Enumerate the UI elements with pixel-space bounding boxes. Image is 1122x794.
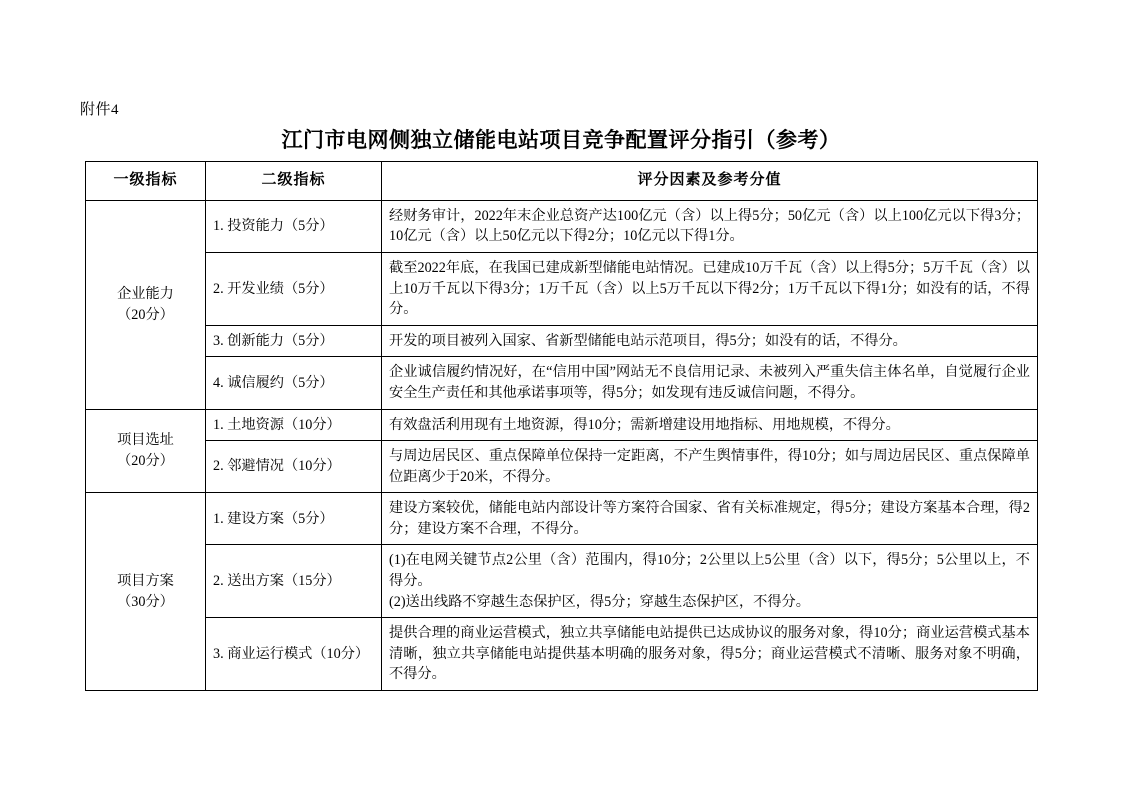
column-header-criteria: 评分因素及参考分值 bbox=[382, 162, 1038, 201]
table-row bbox=[86, 252, 1038, 325]
subitem-description: 提供合理的商业运营模式，独立共享储能电站提供已达成协议的服务对象，得10分；商业运营模式基本清晰，独立共享储能电站提供基本明确的服务对象，得5分；商业运营模式不清晰、服务对象不明确，不得分。 bbox=[382, 618, 1038, 691]
subitem-description: 建设方案较优，储能电站内部设计等方案符合国家、省有关标准规定，得5分；建设方案基本合理，得2分；建设方案不合理，不得分。 bbox=[382, 493, 1038, 545]
category-cell-enterprise-capability bbox=[86, 200, 206, 409]
subitem-name: 2. 送出方案（15分） bbox=[206, 545, 382, 618]
category-label: 项目选址 bbox=[117, 432, 174, 449]
table-row bbox=[86, 441, 1038, 493]
table-header bbox=[86, 162, 1038, 201]
subitem-description-multiline bbox=[382, 545, 1038, 618]
subitem-name: 3. 商业运行模式（10分） bbox=[206, 618, 382, 691]
subitem-description: 有效盘活利用现有土地资源，得10分；需新增建设用地指标、用地规模，不得分。 bbox=[382, 409, 1038, 441]
table-row bbox=[86, 200, 1038, 252]
page-title: 江门市电网侧独立储能电站项目竞争配置评分指引（参考） bbox=[281, 128, 841, 152]
description-line: (1)在电网关键节点2公里（含）范围内，得10分；2公里以上5公里（含）以下，得5分；5公里以上，不得分。 bbox=[389, 552, 1030, 590]
category-score: （20分） bbox=[117, 306, 174, 323]
category-cell-site-selection bbox=[86, 409, 206, 493]
category-label: 企业能力 bbox=[117, 286, 174, 303]
subitem-description: 开发的项目被列入国家、省新型储能电站示范项目，得5分；如没有的话，不得分。 bbox=[382, 325, 1038, 357]
subitem-name: 1. 土地资源（10分） bbox=[206, 409, 382, 441]
subitem-name: 1. 建设方案（5分） bbox=[206, 493, 382, 545]
subitem-description: 与周边居民区、重点保障单位保持一定距离，不产生舆情事件，得10分；如与周边居民区、重点保障单位距离少于20米，不得分。 bbox=[382, 441, 1038, 493]
table-row bbox=[86, 618, 1038, 691]
category-score: （20分） bbox=[117, 452, 174, 469]
table-row bbox=[86, 409, 1038, 441]
category-label: 项目方案 bbox=[117, 573, 174, 590]
category-cell-project-plan bbox=[86, 493, 206, 691]
table-row bbox=[86, 545, 1038, 618]
subitem-name: 1. 投资能力（5分） bbox=[206, 200, 382, 252]
description-line: (2)送出线路不穿越生态保护区，得5分；穿越生态保护区，不得分。 bbox=[389, 593, 810, 610]
table-row bbox=[86, 325, 1038, 357]
subitem-description: 截至2022年底，在我国已建成新型储能电站情况。已建成10万千瓦（含）以上得5分；5万千瓦（含）以上10万千瓦以下得3分；1万千瓦（含）以上5万千瓦以下得2分；1万千瓦以下得1分；如没有的话，不得分。 bbox=[382, 252, 1038, 325]
category-score: （30分） bbox=[117, 593, 174, 610]
subitem-name: 2. 开发业绩（5分） bbox=[206, 252, 382, 325]
subitem-name: 2. 邻避情况（10分） bbox=[206, 441, 382, 493]
table-row bbox=[86, 357, 1038, 409]
table-row bbox=[86, 493, 1038, 545]
column-header-secondary: 二级指标 bbox=[206, 162, 382, 201]
table-header-row bbox=[86, 162, 1038, 201]
attachment-label: 附件4 bbox=[80, 102, 120, 118]
subitem-name: 4. 诚信履约（5分） bbox=[206, 357, 382, 409]
subitem-name: 3. 创新能力（5分） bbox=[206, 325, 382, 357]
scoring-table bbox=[85, 161, 1038, 691]
column-header-primary: 一级指标 bbox=[86, 162, 206, 201]
subitem-description: 企业诚信履约情况好，在“信用中国”网站无不良信用记录、未被列入严重失信主体名单，自觉履行企业安全生产责任和其他承诺事项等，得5分；如发现有违反诚信问题，不得分。 bbox=[382, 357, 1038, 409]
subitem-description: 经财务审计，2022年末企业总资产达100亿元（含）以上得5分；50亿元（含）以上100亿元以下得3分；10亿元（含）以上50亿元以下得2分；10亿元以下得1分。 bbox=[382, 200, 1038, 252]
table-body bbox=[86, 200, 1038, 690]
